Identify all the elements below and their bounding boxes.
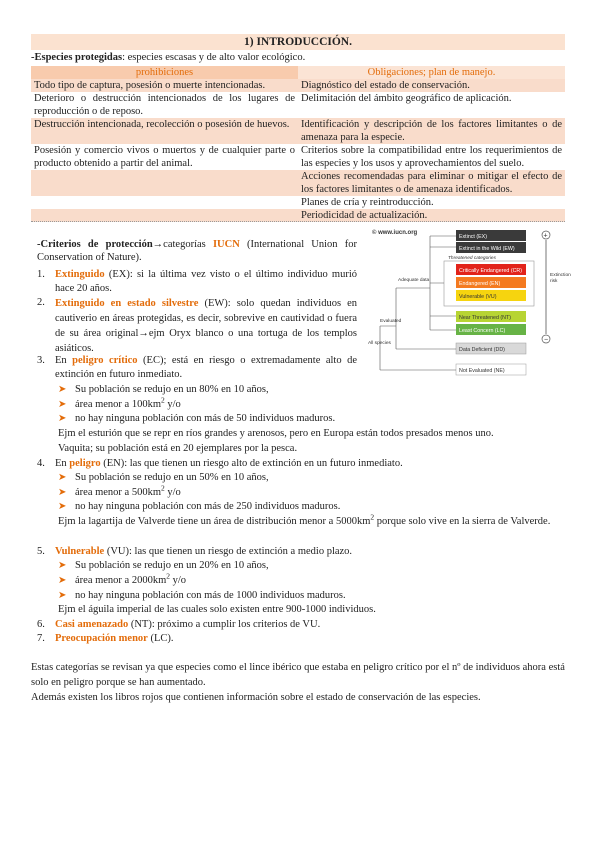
example-note: Ejm el águila imperial de las cuales solo existen entre 900-1000 individuos. (58, 604, 376, 615)
criterion-line: Su población se redujo en un 20% en 10 años, (75, 560, 269, 571)
table-cell: Todo tipo de captura, posesión o muerte intencionadas. (31, 79, 298, 92)
superscript: 2 (161, 483, 165, 493)
threatened-label: Threatened categories (448, 256, 496, 261)
list-item (55, 632, 565, 646)
intro-bold: -Especies protegidas (31, 52, 123, 63)
category-name: Extinguido en estado silvestre (55, 298, 199, 309)
category-text: (NT): próximo a cumplir los criterios de VU. (128, 619, 321, 630)
category-pre: En (55, 458, 70, 469)
cat-label-nt: Near Threatened (NT) (459, 315, 512, 321)
criterion-line: Su población se redujo en un 50% en 10 años, (75, 472, 269, 483)
example-note: Vaquita; su población está en 20 ejemplares por la pesca. (58, 443, 298, 454)
iucn-label: IUCN (212, 239, 240, 250)
table-cell: Identificación y descripción de los factores limitantes o de amenaza para la especie. (298, 118, 565, 144)
cat-label-lc: Least Concern (LC) (459, 328, 506, 334)
category-name: Vulnerable (55, 546, 105, 557)
superscript: 2 (166, 571, 171, 581)
table-cell: Planes de cría y reintroducción. (301, 197, 434, 208)
section-title: 1) INTRODUCCIÓN. (31, 34, 565, 50)
table-header-row (31, 66, 565, 79)
table-cell: Criterios sobre la compatibilidad entre los requerimientos de las especies y los usos y aprovechamientos del suelo. (301, 145, 562, 169)
bullet-arrow-icon: ➤ (58, 575, 67, 586)
bullet-arrow-icon: ➤ (58, 590, 67, 601)
list-item (55, 618, 565, 632)
bullet-arrow-icon: ➤ (58, 560, 67, 571)
category-pre: En (55, 355, 73, 366)
bullet-arrow-icon: ➤ (58, 472, 67, 483)
evaluated-label: Evaluated (380, 319, 402, 324)
category-name: Casi amenazado (55, 619, 129, 630)
cat-label-en: Endangered (EN) (459, 281, 501, 287)
category-text: (EX): si la última vez visto o el último individuo murió hace 20 años. (55, 269, 357, 294)
criterion-line (75, 395, 181, 412)
note-text: porque solo vive en la sierra de Valverde. (374, 516, 551, 527)
closing-paragraph: Estas categorías se revisan ya que especies como el lince ibérico que estaba en peligro crítico por el nº de individuos ahora está solo en peligro porque se han aumentado. (31, 662, 565, 688)
table-divider (31, 221, 565, 223)
category-text: (LC). (147, 633, 174, 644)
table-cell: Destrucción intencionada, recolección o posesión de huevos. (31, 118, 298, 144)
all-species-label: All species (368, 341, 391, 346)
criterion-line: no hay ninguna población con más de 50 individuos maduros. (75, 413, 336, 424)
criterion-line (75, 571, 187, 588)
cat-label-dd: Data Deficient (DD) (459, 347, 505, 353)
cat-label-cr: Critically Endangered (CR) (459, 268, 522, 274)
iucn-categories-diagram (368, 226, 571, 384)
bullet-arrow-icon: ➤ (58, 384, 67, 395)
item-number: 3. (37, 355, 45, 366)
extinction-risk-label: Extinction risk (550, 273, 571, 284)
category-text: (VU): las que tienen un riesgo de extinción a medio plazo. (104, 546, 353, 557)
cat-label-ew: Extinct in the Wild (EW) (459, 246, 515, 252)
category-name: peligro (69, 458, 101, 469)
cat-label-ex: Extinct (EX) (459, 234, 487, 240)
list-item (55, 457, 565, 471)
cat-label-vu: Vulnerable (VU) (459, 294, 497, 300)
bullet-arrow-icon: ➤ (58, 487, 67, 498)
criterion-line: no hay ninguna población con más de 250 individuos maduros. (75, 501, 341, 512)
list-item (55, 545, 565, 559)
table-cell: Periodicidad de actualización. (298, 209, 565, 222)
category-name: peligro crítico (72, 355, 138, 366)
category-text: (EN): las que tienen un riesgo alto de extinción en un futuro inmediato. (100, 458, 403, 469)
table-row (31, 118, 565, 144)
example-note (58, 514, 565, 529)
list-item (55, 296, 357, 356)
table-cell: Deterioro o destrucción intencionados de los lugares de reproducción o de reposo. (34, 93, 295, 117)
criterion-line (75, 483, 181, 500)
table-cell: Delimitación del ámbito geográfico de aplicación. (301, 93, 512, 104)
item-number: 5. (37, 546, 45, 557)
criteria-rest: (International Union for Conservation of Nature). (37, 239, 358, 263)
criterion-text: área menor a 100km (75, 399, 162, 410)
table-cell (31, 170, 298, 196)
arrow-glyph: → (152, 239, 164, 250)
example-note: Ejm el esturión que se repr en ríos grandes y arenosos, pero en Europa están todos presados menos uno. (58, 428, 494, 439)
table-row (31, 196, 565, 209)
list-item (55, 354, 357, 382)
branch-lines (380, 236, 456, 370)
table-row (31, 170, 565, 196)
criterion-text: área menor a 500km (75, 487, 162, 498)
table-cell: Diagnóstico del estado de conservación. (298, 79, 565, 92)
criterion-line: no hay ninguna población con más de 1000 individuos maduros. (75, 590, 346, 601)
list-item (55, 268, 357, 296)
adequate-data-label: Adequate data (398, 278, 430, 283)
item-number: 4. (37, 458, 45, 469)
criterion-tail: y/o (170, 575, 187, 586)
table-cell: Posesión y comercio vivos o muertos y de cualquier parte o producto obtenido a partir del animal. (34, 145, 295, 169)
table-row (31, 144, 565, 170)
bullet-arrow-icon: ➤ (58, 501, 67, 512)
criteria-bold: -Criterios de protección (37, 239, 153, 250)
criterion-tail: y/o (164, 399, 181, 410)
intro-rest: : especies escasas y de alto valor ecológico. (122, 52, 306, 63)
item-number: 2. (37, 297, 45, 308)
header-prohibiciones: prohibiciones (31, 66, 298, 79)
item-number: 1. (37, 269, 45, 280)
category-text: (EW): solo quedan individuos en cautiverio en áreas protegidas, es decir, sobrevive en cautividad o fuera de su área original→ejm Oryx blanco o una tortuga de los templos asiáticos. (55, 298, 357, 354)
category-name: Preocupación menor (55, 633, 148, 644)
table-row (31, 79, 565, 92)
intro-line (31, 50, 565, 65)
item-number: 6. (37, 619, 45, 630)
criterion-tail: y/o (164, 487, 181, 498)
diagram-site-label: © www.iucn.org (372, 230, 418, 236)
minus-sign: − (544, 336, 549, 344)
header-obligaciones: Obligaciones; plan de manejo. (298, 66, 565, 79)
protection-table (31, 66, 565, 222)
item-number: 7. (37, 633, 45, 644)
table-cell (31, 196, 298, 209)
category-text: (EC); está en riesgo o extremadamente alto de extinción en futuro inmediato. (55, 355, 358, 380)
criteria-mid: categorías (163, 239, 213, 250)
bullet-arrow-icon: ➤ (58, 399, 67, 410)
table-cell: Acciones recomendadas para eliminar o mitigar el efecto de los factores limitantes o de amenaza identificados. (298, 170, 565, 196)
superscript: 2 (370, 512, 375, 522)
criteria-paragraph (37, 238, 357, 264)
superscript: 2 (161, 395, 165, 405)
note-text: Ejm la lagartija de Valverde tiene un área de distribución menor a 5000km (58, 516, 371, 527)
table-row (31, 92, 565, 118)
category-name: Extinguido (55, 269, 105, 280)
closing-paragraph: Además existen los libros rojos que contienen información sobre el estado de conservación de las especies. (31, 692, 481, 703)
criterion-line: Su población se redujo en un 80% en 10 años, (75, 384, 269, 395)
bullet-arrow-icon: ➤ (58, 413, 67, 424)
plus-sign: + (543, 232, 548, 240)
cat-label-ne: Not Evaluated (NE) (459, 368, 505, 374)
criterion-text: área menor a 2000km (75, 575, 167, 586)
